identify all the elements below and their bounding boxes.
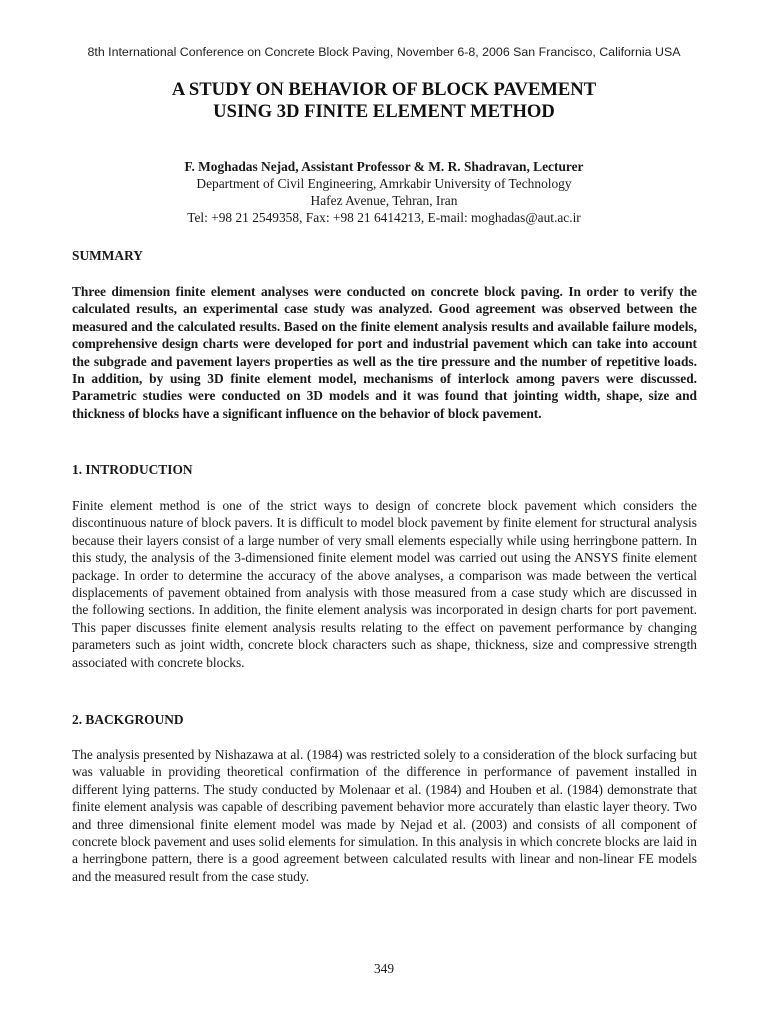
author-contact: Tel: +98 21 2549358, Fax: +98 21 6414213, E-mail: moghadas@aut.ac.ir [187, 210, 581, 225]
introduction-section [72, 497, 697, 671]
page-number: 349 [373, 961, 395, 976]
author-department: Department of Civil Engineering, Amrkabir University of Technology [196, 176, 572, 191]
title-line-2: USING 3D FINITE ELEMENT METHOD [213, 101, 555, 122]
background-heading: 2. BACKGROUND [72, 712, 184, 727]
summary-heading: SUMMARY [72, 248, 143, 263]
title-line-1: A STUDY ON BEHAVIOR OF BLOCK PAVEMENT [171, 79, 597, 100]
conference-header: 8th International Conference on Concrete Block Paving, November 6-8, 2006 San Francisco, California USA [87, 45, 681, 59]
author-block [0, 158, 768, 226]
summary-section [72, 283, 697, 422]
background-body: The analysis presented by Nishazawa at al. (1984) was restricted solely to a consideration of the block surfacing but was valuable in providing theoretical confirmation of the difference in performance of pavement installed in different lying patterns. The study conducted by Molenaar et al. (1984) and Houben et al. (1984) demonstrate that finite element analysis was capable of describing pavement behavior more accurately than elastic layer theory. Two and three dimensional finite element model was made by Nejad et al. (2003) and consists of all component of concrete block pavement and uses solid elements for simulation. In this analysis in which concrete blocks are laid in a herringbone pattern, there is a good agreement between calculated results with linear and non-linear FE models and the measured result from the case study. [72, 747, 697, 884]
introduction-body: Finite element method is one of the strict ways to design of concrete block pavement which considers the discontinuous nature of block pavers. It is difficult to model block pavement by finite element for structural analysis because their layers consist of a large number of very small elements especially while using herringbone pattern. In this study, the analysis of the 3-dimensioned finite element model was carried out using the ANSYS finite element package. In order to determine the accuracy of the above analyses, a comparison was made between the vertical displacements of pavement obtained from analysis with those measured from a case study which are discussed in the following sections. In addition, the finite element analysis was incorporated in design charts for port pavement. This paper discusses finite element analysis results relating to the effect on pavement performance by changing parameters such as joint width, concrete block characters such as shape, thickness, size and compressive strength associated with concrete blocks. [72, 498, 697, 670]
summary-body: Three dimension finite element analyses were conducted on concrete block paving. In order to verify the calculated results, an experimental case study was analyzed. Good agreement was observed between the measured and the calculated results. Based on the finite element analysis results and available failure models, comprehensive design charts were developed for port and industrial pavement which can take into account the subgrade and pavement layers properties as well as the tire pressure and the number of repetitive loads. In addition, by using 3D finite element model, mechanisms of interlock among pavers were discussed. Parametric studies were conducted on 3D models and it was found that jointing width, shape, size and thickness of blocks have a significant influence on the behavior of block pavement. [72, 284, 697, 421]
author-address: Hafez Avenue, Tehran, Iran [310, 193, 458, 208]
author-names: F. Moghadas Nejad, Assistant Professor & M. R. Shadravan, Lecturer [184, 159, 584, 174]
paper-title [0, 79, 768, 123]
background-section [72, 746, 697, 885]
introduction-heading: 1. INTRODUCTION [72, 462, 193, 477]
